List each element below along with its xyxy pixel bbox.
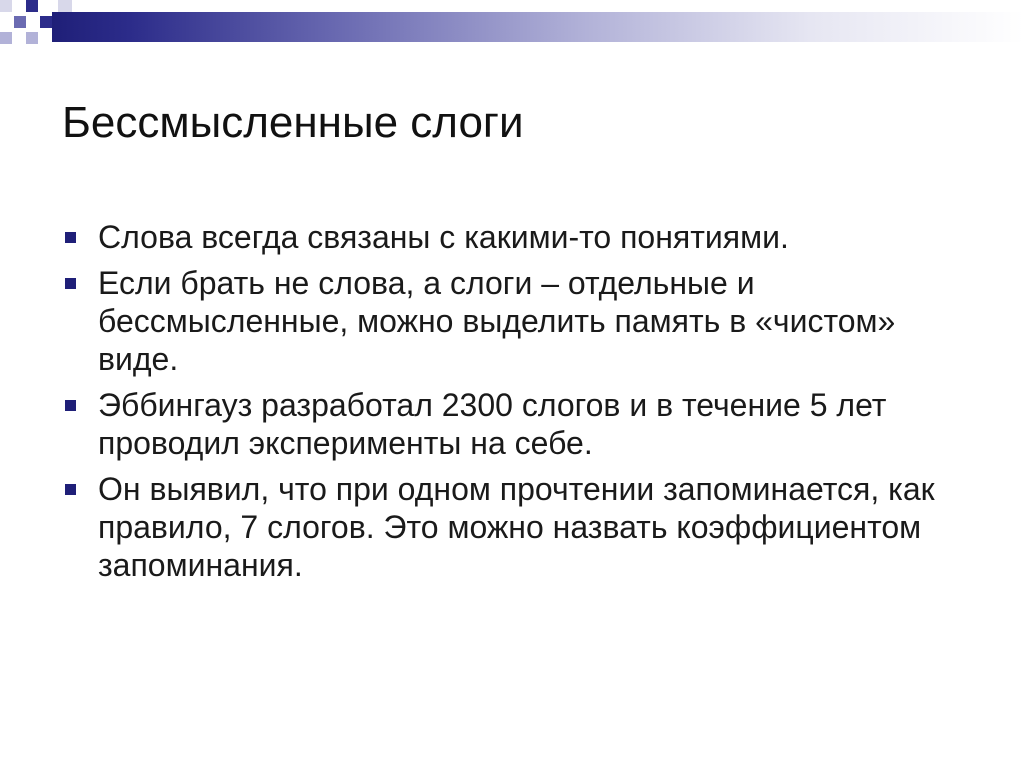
bullet-item [62, 264, 982, 378]
square-bullet-icon [65, 232, 76, 243]
decorative-square [14, 16, 26, 28]
decorative-square [0, 0, 12, 12]
bullet-item [62, 386, 982, 462]
bullet-list [62, 218, 982, 592]
header-gradient-bar [52, 12, 1024, 42]
decorative-square [26, 0, 38, 12]
bullet-item [62, 218, 982, 256]
decorative-square [26, 32, 38, 44]
bullet-text: Если брать не слова, а слоги – отдельные и бессмысленные, можно выделить память в «чистом» виде. [98, 265, 896, 377]
decorative-square [40, 16, 52, 28]
bullet-text: Слова всегда связаны с какими-то понятиями. [98, 219, 789, 255]
square-bullet-icon [65, 278, 76, 289]
bullet-text: Он выявил, что при одном прочтении запоминается, как правило, 7 слогов. Это можно назвать коэффициентом запоминания. [98, 471, 935, 583]
decorative-square [0, 32, 12, 44]
bullet-text: Эббингауз разработал 2300 слогов и в течение 5 лет проводил эксперименты на себе. [98, 387, 887, 461]
bullet-item [62, 470, 982, 584]
square-bullet-icon [65, 400, 76, 411]
slide-title: Бессмысленные слоги [62, 98, 524, 147]
square-bullet-icon [65, 484, 76, 495]
